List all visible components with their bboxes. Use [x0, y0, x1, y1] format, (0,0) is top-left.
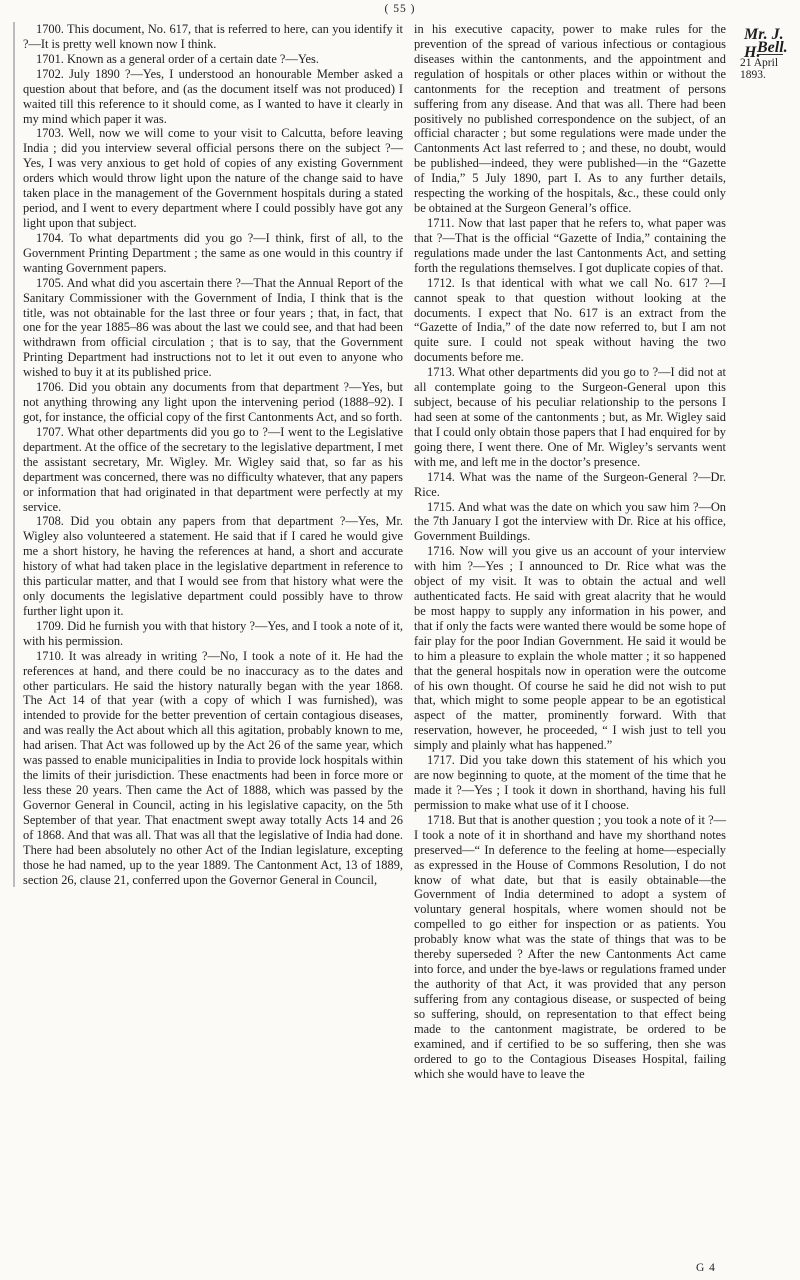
- paragraph-1710: 1710. It was already in writing ?—No, I took a note of it. He had the references at hand, and there could be no inaccuracy as to the dates and other particulars. He said the history naturally began with the year 1868. The Act 14 of that year (with a copy of which I was furnished), was intended to provide for the better prevention of certain contagious diseases, and was really the Act about which all this agitation, probably known to me, had arisen. That Act was followed up by the Act 26 of the same year, which was passed to enable municipalities in India to provide lock hospitals within the limits of their jurisdiction. These enactments had been in force more or less these 20 years. Then came the Act of 1888, which was passed by the Governor General in Council, acting in his legislative capacity, on the 5th September of that year. That enactment swept away totally Acts 14 and 26 of 1868. And that was all. That was all that the legislative of India had done. There had been absolutely no other Act of the Indian legislature, excepting those he had named, up to the year 1889. The Cantonment Act, 13 of 1889, section 26, clause 21, conferred upon the Governor General in Council,: [23, 648, 403, 887]
- paragraph-1703: 1703. Well, now we will come to your visit to Calcutta, before leaving India ; did you interview several official persons there on the subject ?—Yes, I was very anxious to get hold of copies of any existing Government orders which would throw light upon the nature of the change said to have taken place in the management of the Government hospitals during a stated period, and I went to every department where I could possibly have got any light upon that subject.: [23, 126, 403, 230]
- paragraph-1708: 1708. Did you obtain any papers from that department ?—Yes, Mr. Wigley also volunteered a statement. He said that if I cared he would give me a short history, he having the references at hand, a short and accurate history of what had taken place in the legislative department in reference to this particular matter, and that I would see from that history what were the only documents the legislative department could possibly have to throw further light upon it.: [23, 514, 403, 618]
- left-column: [13, 22, 403, 887]
- right-column: [414, 22, 726, 1081]
- paragraph-1716: 1716. Now will you give us an account of your interview with him ?—Yes ; I announced to Dr. Rice what was the object of my visit. It was to obtain the actual and well authenticated facts. He said with great alacrity that he would be most happy to supply any information in his power, and that if only the facts were wanted there would be some hope of fair play for the poor Indian Government. He said it would be to him a pleasure to explain the whole matter ; it so happened that the general hospitals now in operation were the outcome of his own thought. Of course he said he did not wish to put that, which might to some people appear to be an egotistical aspect of the matter, prominently forward. With that reservation, however, he proceeded, “ I wish just to tell you simply and plainly what has happened.”: [414, 544, 726, 753]
- paragraph-1715: 1715. And what was the date on which you saw him ?—On the 7th January I got the interview with Dr. Rice at his office, Government Buildings.: [414, 499, 726, 544]
- paragraph-1700: 1700. This document, No. 617, that is referred to here, can you identify it ?—It is pretty well known now I think.: [23, 22, 403, 51]
- paragraph-1709: 1709. Did he furnish you with that history ?—Yes, and I took a note of it, with his permission.: [23, 618, 403, 648]
- paragraph-1707: 1707. What other departments did you go to ?—I went to the Legislative department. At the office of the secretary to the legislative department, I met the assistant secretary, Mr. Wigley. Mr. Wigley said that, so far as his department was concerned, there was no difficulty whatever, that any papers or information that had originated in that department were perfectly at my service.: [23, 424, 403, 514]
- paragraph-1706: 1706. Did you obtain any documents from that department ?—Yes, but not anything throwing any light upon the intervening period (1888–92). I got, for instance, the official copy of the first Cantonments Act, and so forth.: [23, 380, 403, 424]
- witness-surname: Bell.: [757, 39, 788, 56]
- paragraph-1717: 1717. Did you take down this statement of his which you are now beginning to quote, at the moment of the time that he made it ?—Yes ; I took it down in shorthand, having his full permission to make what use of it I choose.: [414, 753, 726, 812]
- paragraph-1705: 1705. And what did you ascertain there ?—That the Annual Report of the Sanitary Commissioner with the Government of India, I think that is the title, was not obtainable for the last three or four years ; that, in fact, that one for the year 1885–86 was about the last we could see, and that had been withdrawn from official circulation ; that is to say, that the Government Printing Department had instructions not to let it out even to anyone who wished to buy it at its published price.: [23, 275, 403, 380]
- paragraph-1704: 1704. To what departments did you go ?—I think, first of all, to the Government Printing Department ; the same as one would in this country if wanting Government papers.: [23, 230, 403, 275]
- margin-divider: [757, 54, 783, 55]
- paragraph-1712: 1712. Is that identical with what we call No. 617 ?—I cannot speak to that question without looking at the documents. I expect that No. 617 is an extract from the “Gazette of India,” of the date now referred to, but I am not quite sure. I could not speak without having the two documents before me.: [414, 275, 726, 365]
- hearing-date: 21 April 1893.: [740, 57, 779, 81]
- paragraph-1702: 1702. July 1890 ?—Yes, I understood an honourable Member asked a question about that before, and (as the document itself was not produced) I waited till this reference to it should come, as I wanted to have it clearly in my mind which paper it was.: [23, 66, 403, 126]
- paragraph-1711: 1711. Now that last paper that he refers to, what paper was that ?—That is the official “Gazette of India,” containing the regulations made under the last Cantonments Act, and setting forth the regulations themselves. I got duplicate copies of that.: [414, 215, 726, 275]
- witness-name: Mr. J. H.: [744, 26, 784, 61]
- paragraph-1710-continued: in his executive capacity, power to make rules for the prevention of the spread of various infectious or contagious diseases within the cantonments, and the appointment and regulation of hospitals or other places within or without the cantonments for the reception and treatment of persons suffering from any disease. And that was all. There had been positively no published correspondence on the subject, of an official character ; but some regulations were made under the Cantonments Act last referred to ; and these, no doubt, would be published—indeed, they were published—in the “Gazette of India,” 5 July 1890, part I. As to any further details, respecting the working of the hospitals, &c., these could only be obtained at the Surgeon General’s office.: [414, 22, 726, 216]
- paragraph-1714: 1714. What was the name of the Surgeon-General ?—Dr. Rice.: [414, 469, 726, 499]
- paragraph-1718: 1718. But that is another question ; you took a note of it ?—I took a note of it in shorthand and have my shorthand notes preserved—“ In deference to the feeling at home—especially as expressed in the House of Commons Resolution, I do not know of what date, but that is easily obtainable—the Government of India determined to adopt a system of voluntary general hospitals, where women should not be compelled to go either for inspection or as patients. You probably know what was the state of things that was to be thereby superseded ? After the new Cantonments Act came into force, and under the bye-laws or regulations framed under the authority of that Act, it was provided that any person suffering from any contagious disease, or suspected of being so suffering, should, on representation to that effect being made to the cantonment magistrate, be ordered to be examined, and if certified to be so suffering, then she was ordered to go to the Contagious Diseases Hospital, failing which she would have to leave the: [414, 812, 726, 1081]
- paragraph-1701: 1701. Known as a general order of a certain date ?—Yes.: [36, 51, 319, 66]
- page-number: ( 55 ): [384, 3, 416, 15]
- paragraph-1713: 1713. What other departments did you go to ?—I did not at all contemplate going to the Surgeon-General upon this subject, because of his peculiar relationship to the persons I had seen at some of the cantonments ; but, as Mr. Wigley said that I could only obtain those papers that I had enquired for by going there, I went there. One of Mr. Wigley’s servants went with me, and left me in the doctor’s presence.: [414, 365, 726, 469]
- signature-mark: G 4: [696, 1262, 716, 1274]
